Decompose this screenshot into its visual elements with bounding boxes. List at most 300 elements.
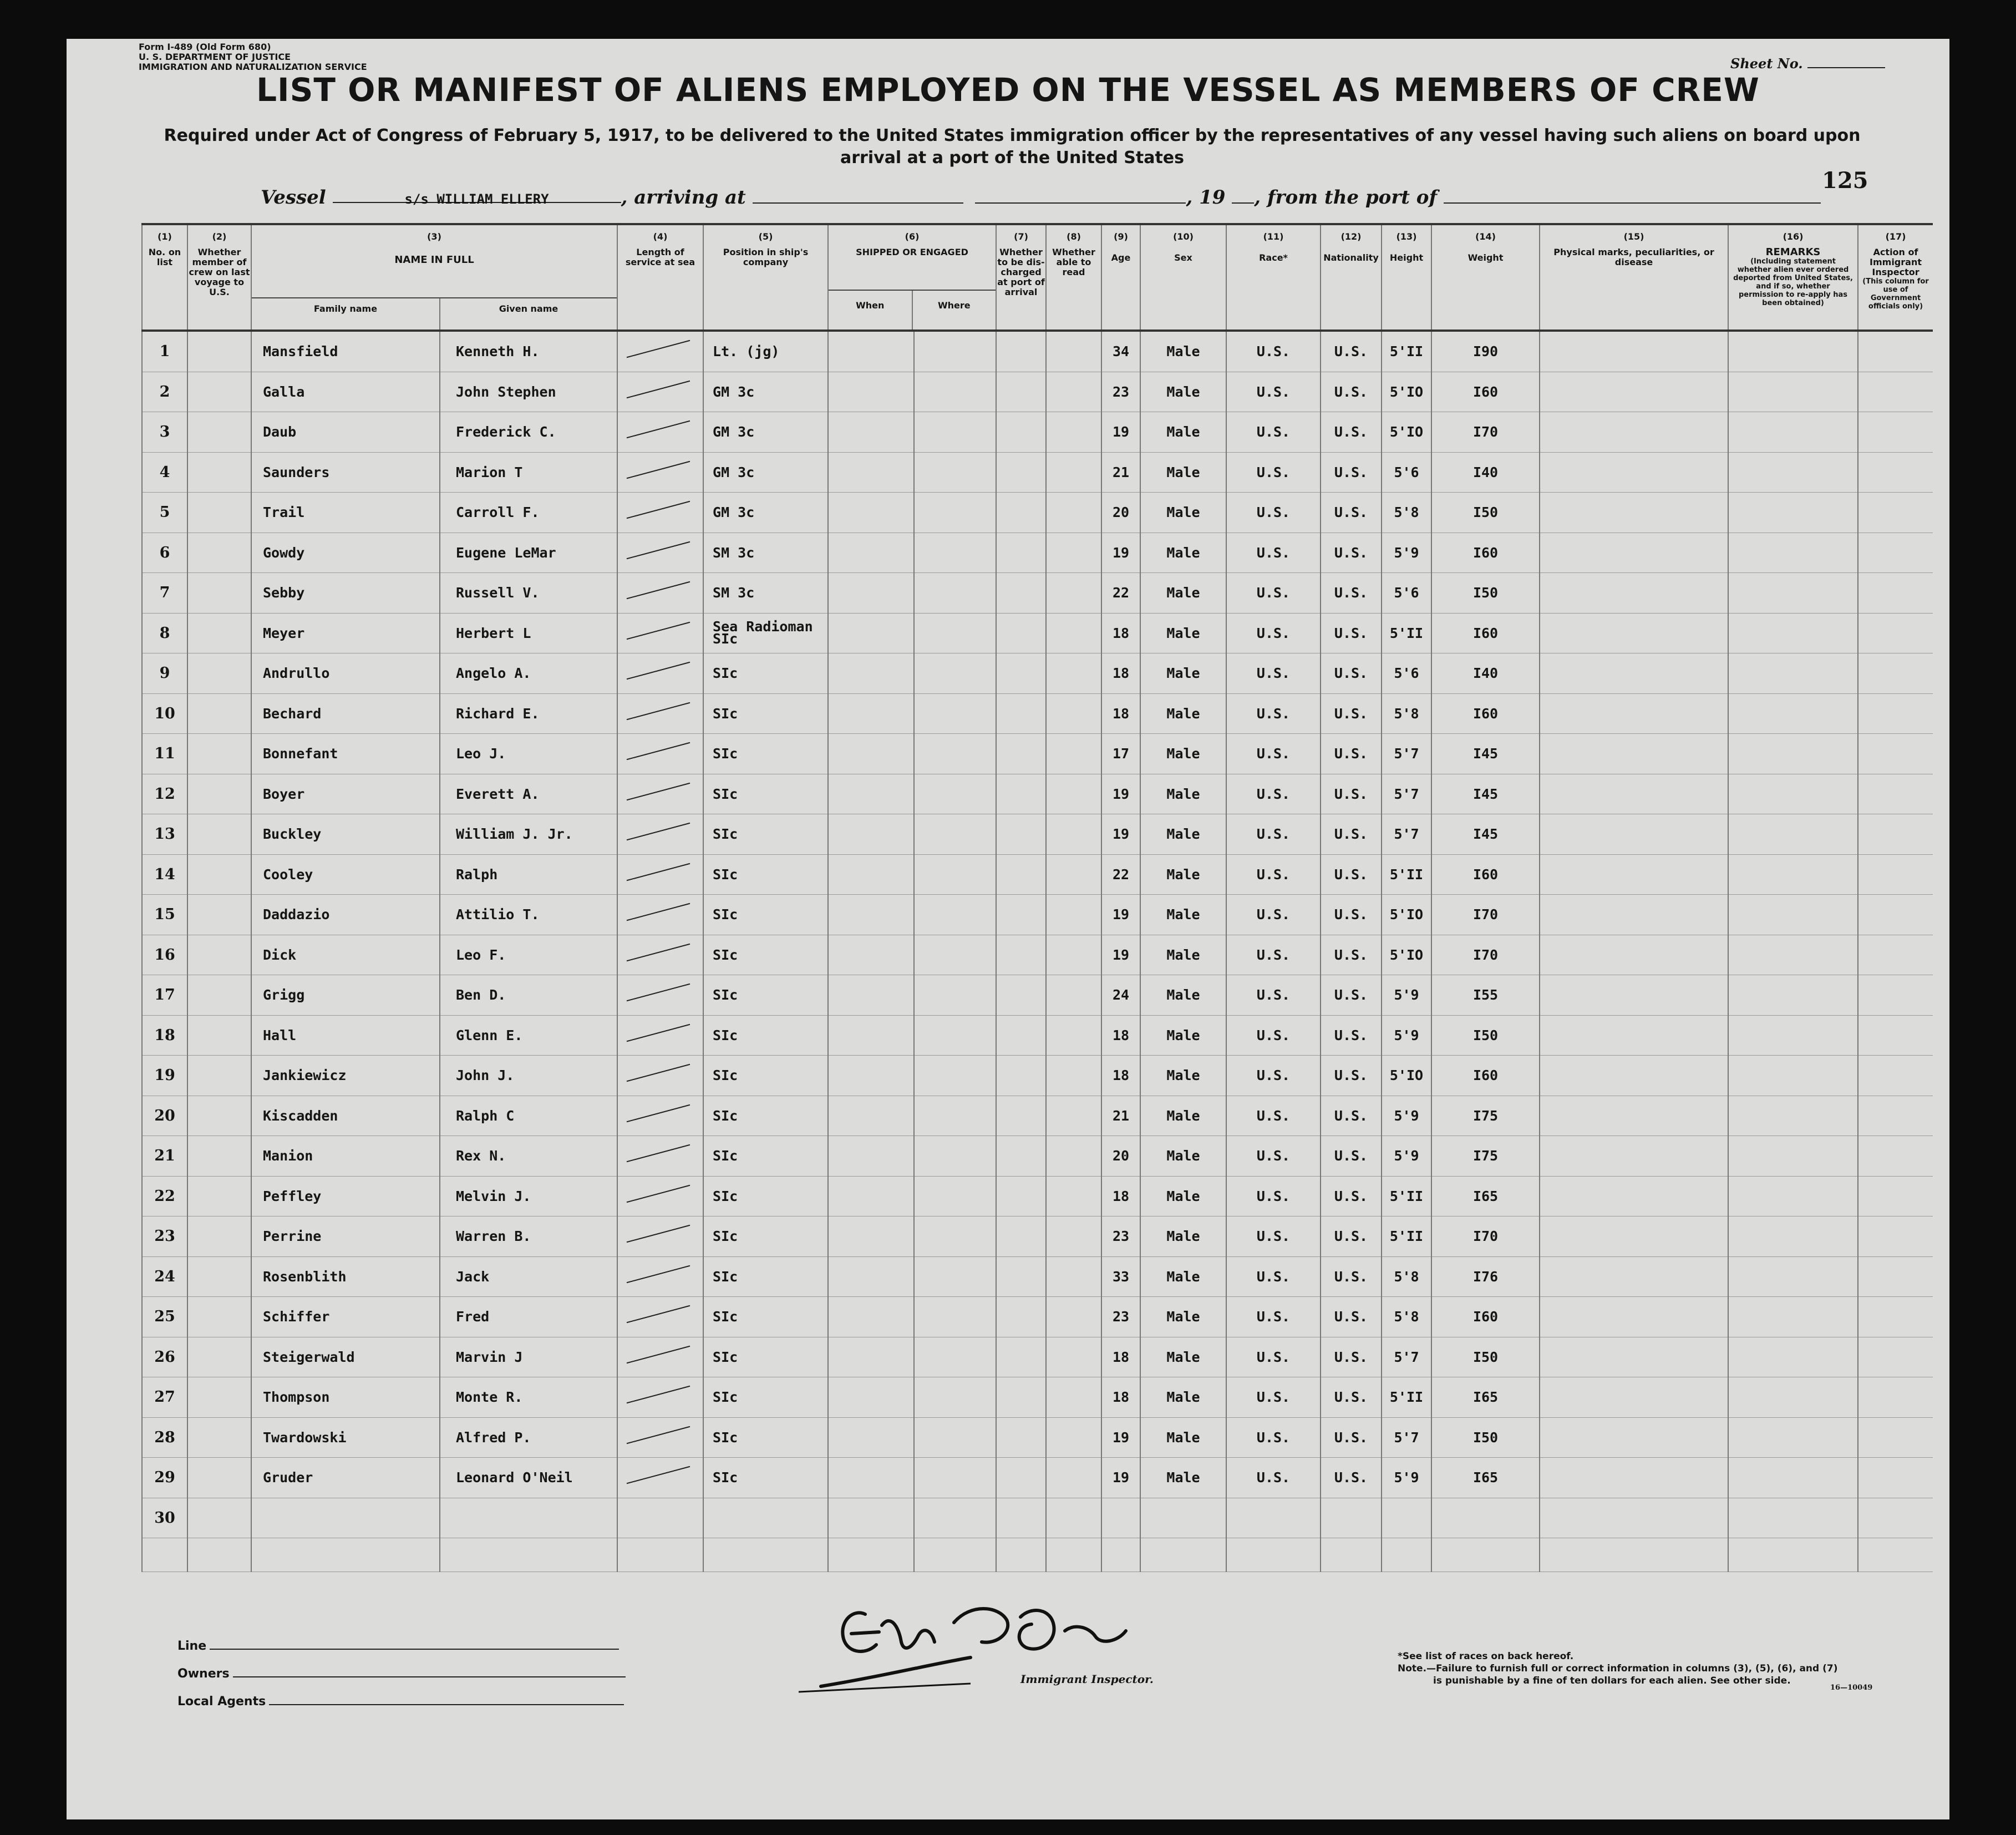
cell-height: 5'7 bbox=[1382, 734, 1431, 774]
cell-discharge bbox=[996, 653, 1046, 694]
cell-sex: Male bbox=[1140, 1458, 1226, 1498]
cell-age: 23 bbox=[1101, 372, 1140, 412]
blank-cell bbox=[1728, 1538, 1858, 1572]
date-field bbox=[975, 187, 1186, 204]
cell-no: 4 bbox=[142, 452, 187, 493]
table-row bbox=[142, 1136, 1933, 1177]
cell-age bbox=[1101, 1498, 1140, 1538]
table-row bbox=[142, 412, 1933, 453]
cell-discharge bbox=[996, 613, 1046, 653]
form-identifier bbox=[139, 42, 367, 72]
cell-physical-marks bbox=[1540, 653, 1728, 694]
table-row bbox=[142, 1297, 1933, 1337]
cell-family-name: Galla bbox=[251, 372, 440, 412]
cell-nationality: U.S. bbox=[1321, 372, 1382, 412]
cell-weight: I60 bbox=[1431, 1056, 1540, 1096]
cell-physical-marks bbox=[1540, 1377, 1728, 1418]
cell-physical-marks bbox=[1540, 734, 1728, 774]
cell-physical-marks bbox=[1540, 1216, 1728, 1257]
cell-no: 28 bbox=[142, 1417, 187, 1458]
cell-when bbox=[828, 774, 914, 814]
cell-age: 33 bbox=[1101, 1256, 1140, 1297]
cell-last-voyage bbox=[187, 1256, 251, 1297]
cell-no: 14 bbox=[142, 854, 187, 895]
cell-race: U.S. bbox=[1226, 1256, 1321, 1297]
cell-sex: Male bbox=[1140, 613, 1226, 653]
cell-read bbox=[1046, 412, 1101, 453]
cell-family-name: Gowdy bbox=[251, 533, 440, 573]
cell-read bbox=[1046, 1136, 1101, 1177]
cell-read bbox=[1046, 854, 1101, 895]
cell-nationality: U.S. bbox=[1321, 1297, 1382, 1337]
cell-age: 21 bbox=[1101, 452, 1140, 493]
cell-last-voyage bbox=[187, 1297, 251, 1337]
cell-where bbox=[914, 1176, 996, 1216]
cell-weight: I60 bbox=[1431, 854, 1540, 895]
table-row bbox=[142, 613, 1933, 653]
cell-age: 18 bbox=[1101, 1377, 1140, 1418]
cell-family-name bbox=[251, 1498, 440, 1538]
cell-discharge bbox=[996, 1216, 1046, 1257]
cell-last-voyage bbox=[187, 653, 251, 694]
table-row bbox=[142, 1377, 1933, 1418]
cell-family-name: Steigerwald bbox=[251, 1337, 440, 1377]
cell-last-voyage bbox=[187, 814, 251, 855]
cell-service-length bbox=[617, 1096, 703, 1136]
table-row bbox=[142, 774, 1933, 814]
cell-service-length bbox=[617, 1377, 703, 1418]
table-row bbox=[142, 1417, 1933, 1458]
cell-no: 11 bbox=[142, 734, 187, 774]
cell-nationality: U.S. bbox=[1321, 412, 1382, 453]
cell-where bbox=[914, 1337, 996, 1377]
arriving-field bbox=[753, 187, 963, 204]
cell-family-name: Thompson bbox=[251, 1377, 440, 1418]
cell-inspector-action bbox=[1858, 613, 1933, 653]
cell-race: U.S. bbox=[1226, 1136, 1321, 1177]
table-row bbox=[142, 734, 1933, 774]
cell-nationality: U.S. bbox=[1321, 452, 1382, 493]
cell-physical-marks bbox=[1540, 1498, 1728, 1538]
cell-service-length bbox=[617, 975, 703, 1016]
cell-family-name: Kiscadden bbox=[251, 1096, 440, 1136]
cell-remarks bbox=[1728, 1337, 1858, 1377]
cell-given-name: William J. Jr. bbox=[440, 814, 617, 855]
cell-weight: I70 bbox=[1431, 1216, 1540, 1257]
cell-given-name: Ralph bbox=[440, 854, 617, 895]
cell-read bbox=[1046, 1096, 1101, 1136]
cell-remarks bbox=[1728, 452, 1858, 493]
cell-last-voyage bbox=[187, 331, 251, 372]
cell-height: 5'7 bbox=[1382, 814, 1431, 855]
cell-service-length bbox=[617, 372, 703, 412]
sheet-number-line bbox=[1807, 67, 1885, 68]
cell-race: U.S. bbox=[1226, 774, 1321, 814]
table-header-row bbox=[142, 224, 1933, 331]
cell-physical-marks bbox=[1540, 613, 1728, 653]
cell-last-voyage bbox=[187, 1216, 251, 1257]
cell-race: U.S. bbox=[1226, 854, 1321, 895]
cell-weight: I70 bbox=[1431, 895, 1540, 935]
col-header-sex: (10) Sex bbox=[1140, 224, 1226, 331]
table-row bbox=[142, 1176, 1933, 1216]
cell-height: 5'8 bbox=[1382, 1256, 1431, 1297]
cell-sex: Male bbox=[1140, 412, 1226, 453]
table-row bbox=[142, 493, 1933, 533]
cell-race: U.S. bbox=[1226, 613, 1321, 653]
cell-when bbox=[828, 331, 914, 372]
cell-weight: I50 bbox=[1431, 1337, 1540, 1377]
cell-sex: Male bbox=[1140, 331, 1226, 372]
cell-nationality: U.S. bbox=[1321, 533, 1382, 573]
cell-race: U.S. bbox=[1226, 573, 1321, 614]
cell-no: 19 bbox=[142, 1056, 187, 1096]
cell-no: 1 bbox=[142, 331, 187, 372]
cell-given-name: Warren B. bbox=[440, 1216, 617, 1257]
cell-weight: I75 bbox=[1431, 1096, 1540, 1136]
cell-race: U.S. bbox=[1226, 814, 1321, 855]
cell-weight: I75 bbox=[1431, 1136, 1540, 1177]
cell-physical-marks bbox=[1540, 493, 1728, 533]
form-code: 16—10049 bbox=[1830, 1684, 1873, 1692]
service-tick-mark bbox=[627, 420, 690, 438]
cell-service-length bbox=[617, 1176, 703, 1216]
cell-nationality: U.S. bbox=[1321, 1216, 1382, 1257]
service-tick-mark bbox=[627, 742, 690, 760]
cell-family-name: Gruder bbox=[251, 1458, 440, 1498]
cell-last-voyage bbox=[187, 1136, 251, 1177]
cell-when bbox=[828, 814, 914, 855]
cell-when bbox=[828, 1297, 914, 1337]
cell-nationality: U.S. bbox=[1321, 1458, 1382, 1498]
crew-manifest-table bbox=[141, 223, 1933, 1572]
cell-last-voyage bbox=[187, 734, 251, 774]
cell-physical-marks bbox=[1540, 412, 1728, 453]
cell-sex: Male bbox=[1140, 452, 1226, 493]
service-tick-mark bbox=[627, 541, 690, 559]
cell-position: Lt. (jg) bbox=[703, 331, 828, 372]
cell-remarks bbox=[1728, 854, 1858, 895]
footer-notes bbox=[1398, 1650, 1837, 1687]
cell-service-length bbox=[617, 1056, 703, 1096]
cell-race: U.S. bbox=[1226, 1417, 1321, 1458]
service-tick-mark bbox=[627, 1225, 690, 1243]
cell-nationality: U.S. bbox=[1321, 1136, 1382, 1177]
cell-discharge bbox=[996, 693, 1046, 734]
cell-sex: Male bbox=[1140, 1377, 1226, 1418]
service-tick-mark bbox=[627, 1345, 690, 1363]
cell-position: SIc bbox=[703, 1337, 828, 1377]
cell-when bbox=[828, 1056, 914, 1096]
cell-family-name: Andrullo bbox=[251, 653, 440, 694]
cell-where bbox=[914, 493, 996, 533]
cell-no: 26 bbox=[142, 1337, 187, 1377]
cell-inspector-action bbox=[1858, 734, 1933, 774]
cell-where bbox=[914, 1297, 996, 1337]
cell-discharge bbox=[996, 412, 1046, 453]
cell-physical-marks bbox=[1540, 1458, 1728, 1498]
sheet-number bbox=[1730, 55, 1885, 72]
cell-inspector-action bbox=[1858, 1377, 1933, 1418]
cell-when bbox=[828, 975, 914, 1016]
local-agents-field bbox=[177, 1695, 626, 1722]
cell-height: 5'6 bbox=[1382, 653, 1431, 694]
cell-race: U.S. bbox=[1226, 895, 1321, 935]
cell-race: U.S. bbox=[1226, 935, 1321, 975]
cell-height: 5'IO bbox=[1382, 372, 1431, 412]
cell-position: GM 3c bbox=[703, 412, 828, 453]
owners-label: Owners bbox=[177, 1667, 230, 1681]
cell-when bbox=[828, 1015, 914, 1056]
cell-last-voyage bbox=[187, 452, 251, 493]
cell-read bbox=[1046, 1377, 1101, 1418]
cell-race: U.S. bbox=[1226, 1216, 1321, 1257]
cell-inspector-action bbox=[1858, 854, 1933, 895]
cell-read bbox=[1046, 935, 1101, 975]
vessel-field bbox=[333, 186, 621, 207]
cell-height: 5'II bbox=[1382, 1176, 1431, 1216]
cell-physical-marks bbox=[1540, 372, 1728, 412]
cell-service-length bbox=[617, 1498, 703, 1538]
cell-service-length bbox=[617, 573, 703, 614]
cell-nationality bbox=[1321, 1498, 1382, 1538]
cell-weight: I45 bbox=[1431, 814, 1540, 855]
table-row bbox=[142, 1256, 1933, 1297]
cell-height: 5'9 bbox=[1382, 1096, 1431, 1136]
cell-age: 18 bbox=[1101, 1337, 1140, 1377]
cell-race: U.S. bbox=[1226, 533, 1321, 573]
cell-given-name: Leo F. bbox=[440, 935, 617, 975]
cell-given-name: Ben D. bbox=[440, 975, 617, 1016]
col-header-nationality: (12) Nationality bbox=[1321, 224, 1382, 331]
cell-inspector-action bbox=[1858, 1056, 1933, 1096]
cell-no: 6 bbox=[142, 533, 187, 573]
service-tick-mark bbox=[627, 340, 690, 358]
service-tick-mark bbox=[627, 581, 690, 599]
service-tick-mark bbox=[627, 1064, 690, 1082]
cell-read bbox=[1046, 693, 1101, 734]
cell-when bbox=[828, 1377, 914, 1418]
cell-given-name: Richard E. bbox=[440, 693, 617, 734]
cell-last-voyage bbox=[187, 1498, 251, 1538]
cell-discharge bbox=[996, 1337, 1046, 1377]
cell-position bbox=[703, 613, 828, 653]
cell-no: 9 bbox=[142, 653, 187, 694]
cell-sex: Male bbox=[1140, 653, 1226, 694]
inspector-signature bbox=[788, 1592, 1231, 1703]
cell-height: 5'7 bbox=[1382, 1417, 1431, 1458]
cell-sex: Male bbox=[1140, 573, 1226, 614]
cell-remarks bbox=[1728, 774, 1858, 814]
cell-inspector-action bbox=[1858, 331, 1933, 372]
cell-given-name: Glenn E. bbox=[440, 1015, 617, 1056]
cell-service-length bbox=[617, 935, 703, 975]
cell-remarks bbox=[1728, 1176, 1858, 1216]
cell-physical-marks bbox=[1540, 935, 1728, 975]
cell-weight: I60 bbox=[1431, 533, 1540, 573]
cell-given-name: John J. bbox=[440, 1056, 617, 1096]
service-tick-mark bbox=[627, 903, 690, 921]
cell-when bbox=[828, 573, 914, 614]
cell-remarks bbox=[1728, 1498, 1858, 1538]
cell-height: 5'8 bbox=[1382, 1297, 1431, 1337]
cell-position: SIc bbox=[703, 693, 828, 734]
cell-sex: Male bbox=[1140, 854, 1226, 895]
table-row bbox=[142, 1498, 1933, 1538]
cell-no: 5 bbox=[142, 493, 187, 533]
cell-nationality: U.S. bbox=[1321, 935, 1382, 975]
cell-inspector-action bbox=[1858, 1136, 1933, 1177]
cell-inspector-action bbox=[1858, 412, 1933, 453]
cell-read bbox=[1046, 1216, 1101, 1257]
inspector-label: Immigrant Inspector. bbox=[1020, 1672, 1154, 1686]
note-line-1: Note.—Failure to furnish full or correct information in columns (3), (5), (6), and (7) bbox=[1398, 1663, 1838, 1674]
cell-family-name: Saunders bbox=[251, 452, 440, 493]
cell-when bbox=[828, 452, 914, 493]
cell-no: 13 bbox=[142, 814, 187, 855]
cell-weight: I70 bbox=[1431, 935, 1540, 975]
cell-age: 19 bbox=[1101, 814, 1140, 855]
cell-race: U.S. bbox=[1226, 493, 1321, 533]
manifest-sheet bbox=[67, 39, 1949, 1819]
cell-nationality: U.S. bbox=[1321, 895, 1382, 935]
cell-sex: Male bbox=[1140, 734, 1226, 774]
col-header-shipped: (6) SHIPPED OR ENGAGED When Where bbox=[828, 224, 996, 331]
cell-discharge bbox=[996, 573, 1046, 614]
cell-weight: I60 bbox=[1431, 613, 1540, 653]
blank-cell bbox=[1540, 1538, 1728, 1572]
cell-last-voyage bbox=[187, 1176, 251, 1216]
cell-height: 5'6 bbox=[1382, 573, 1431, 614]
cell-inspector-action bbox=[1858, 1256, 1933, 1297]
cell-sex: Male bbox=[1140, 1015, 1226, 1056]
cell-sex: Male bbox=[1140, 1176, 1226, 1216]
cell-service-length bbox=[617, 693, 703, 734]
cell-physical-marks bbox=[1540, 1056, 1728, 1096]
cell-sex: Male bbox=[1140, 693, 1226, 734]
table-row bbox=[142, 653, 1933, 694]
cell-physical-marks bbox=[1540, 1256, 1728, 1297]
cell-given-name: Melvin J. bbox=[440, 1176, 617, 1216]
cell-discharge bbox=[996, 1377, 1046, 1418]
cell-service-length bbox=[617, 895, 703, 935]
cell-family-name: Trail bbox=[251, 493, 440, 533]
table-row bbox=[142, 895, 1933, 935]
cell-inspector-action bbox=[1858, 1216, 1933, 1257]
service-tick-mark bbox=[627, 1426, 690, 1443]
cell-when bbox=[828, 1337, 914, 1377]
cell-when bbox=[828, 1216, 914, 1257]
cell-sex: Male bbox=[1140, 372, 1226, 412]
cell-family-name: Schiffer bbox=[251, 1297, 440, 1337]
cell-height: 5'II bbox=[1382, 1216, 1431, 1257]
service-tick-mark bbox=[627, 702, 690, 719]
cell-read bbox=[1046, 372, 1101, 412]
cell-when bbox=[828, 1256, 914, 1297]
cell-sex: Male bbox=[1140, 814, 1226, 855]
cell-last-voyage bbox=[187, 1056, 251, 1096]
cell-nationality: U.S. bbox=[1321, 1015, 1382, 1056]
cell-remarks bbox=[1728, 1216, 1858, 1257]
cell-where bbox=[914, 1498, 996, 1538]
cell-inspector-action bbox=[1858, 573, 1933, 614]
cell-when bbox=[828, 895, 914, 935]
cell-family-name: Sebby bbox=[251, 573, 440, 614]
service-tick-mark bbox=[627, 1184, 690, 1202]
cell-where bbox=[914, 1256, 996, 1297]
cell-nationality: U.S. bbox=[1321, 613, 1382, 653]
cell-service-length bbox=[617, 1216, 703, 1257]
cell-discharge bbox=[996, 814, 1046, 855]
page-title: LIST OR MANIFEST OF ALIENS EMPLOYED ON THE VESSEL AS MEMBERS OF CREW bbox=[256, 71, 1760, 109]
cell-discharge bbox=[996, 1256, 1046, 1297]
cell-remarks bbox=[1728, 533, 1858, 573]
cell-position: GM 3c bbox=[703, 372, 828, 412]
cell-last-voyage bbox=[187, 412, 251, 453]
blank-cell bbox=[914, 1538, 996, 1572]
blank-cell bbox=[440, 1538, 617, 1572]
cell-service-length bbox=[617, 493, 703, 533]
cell-age: 22 bbox=[1101, 854, 1140, 895]
cell-where bbox=[914, 1096, 996, 1136]
table-row bbox=[142, 452, 1933, 493]
cell-height: 5'IO bbox=[1382, 412, 1431, 453]
col-header-given: Given name bbox=[439, 298, 617, 330]
cell-weight: I40 bbox=[1431, 653, 1540, 694]
cell-race bbox=[1226, 1498, 1321, 1538]
cell-nationality: U.S. bbox=[1321, 774, 1382, 814]
cell-when bbox=[828, 734, 914, 774]
cell-given-name: Eugene LeMar bbox=[440, 533, 617, 573]
cell-given-name: Leo J. bbox=[440, 734, 617, 774]
cell-where bbox=[914, 653, 996, 694]
cell-last-voyage bbox=[187, 533, 251, 573]
cell-when bbox=[828, 613, 914, 653]
cell-given-name: Everett A. bbox=[440, 774, 617, 814]
cell-given-name: Leonard O'Neil bbox=[440, 1458, 617, 1498]
cell-when bbox=[828, 1096, 914, 1136]
cell-age: 20 bbox=[1101, 1136, 1140, 1177]
cell-service-length bbox=[617, 452, 703, 493]
cell-position: SIc bbox=[703, 653, 828, 694]
service-tick-mark bbox=[627, 621, 690, 639]
cell-race: U.S. bbox=[1226, 734, 1321, 774]
cell-race: U.S. bbox=[1226, 1096, 1321, 1136]
cell-inspector-action bbox=[1858, 1176, 1933, 1216]
cell-service-length bbox=[617, 814, 703, 855]
table-row bbox=[142, 1096, 1933, 1136]
cell-nationality: U.S. bbox=[1321, 331, 1382, 372]
cell-where bbox=[914, 1377, 996, 1418]
service-tick-mark bbox=[627, 823, 690, 840]
cell-race: U.S. bbox=[1226, 331, 1321, 372]
cell-weight: I65 bbox=[1431, 1458, 1540, 1498]
cell-no: 30 bbox=[142, 1498, 187, 1538]
cell-family-name: Twardowski bbox=[251, 1417, 440, 1458]
cell-age: 18 bbox=[1101, 1056, 1140, 1096]
cell-remarks bbox=[1728, 372, 1858, 412]
cell-service-length bbox=[617, 533, 703, 573]
cell-race: U.S. bbox=[1226, 693, 1321, 734]
cell-age: 17 bbox=[1101, 734, 1140, 774]
owners-underline bbox=[233, 1676, 626, 1677]
cell-height: 5'7 bbox=[1382, 774, 1431, 814]
cell-age: 24 bbox=[1101, 975, 1140, 1016]
cell-weight: I50 bbox=[1431, 573, 1540, 614]
col-header-discharge: (7) Whether to be dis-charged at port of arrival bbox=[996, 224, 1046, 331]
cell-read bbox=[1046, 1337, 1101, 1377]
cell-discharge bbox=[996, 1136, 1046, 1177]
